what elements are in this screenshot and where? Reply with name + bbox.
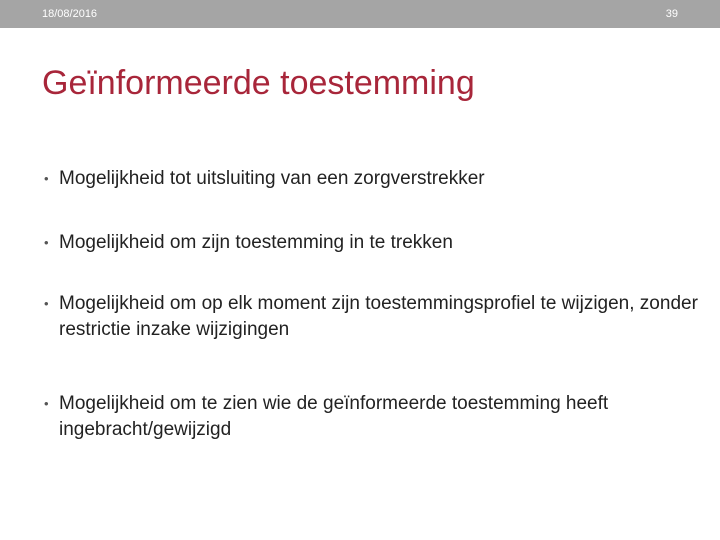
- bullet-text: Mogelijkheid om zijn toestemming in te trekken: [59, 232, 453, 253]
- bullet-marker-icon: •: [44, 396, 49, 411]
- bullet-item: [42, 391, 709, 443]
- header-bar: [0, 0, 720, 28]
- bullet-item: [42, 230, 709, 256]
- bullet-marker-icon: •: [44, 235, 49, 250]
- slide-title: Geïnformeerde toestemming: [42, 64, 475, 102]
- bullet-text: Mogelijkheid tot uitsluiting van een zorgverstrekker: [59, 168, 485, 189]
- bullet-marker-icon: •: [44, 171, 49, 186]
- slide-date: 18/08/2016: [42, 8, 98, 20]
- bullet-marker-icon: •: [44, 296, 49, 311]
- bullet-item: [42, 166, 709, 192]
- bullet-item: [42, 291, 709, 343]
- bullet-text: Mogelijkheid om te zien wie de geïnformeerde toestemming heeft ingebracht/gewijzigd: [59, 393, 609, 440]
- slide-page-number: 39: [665, 8, 678, 20]
- bullet-text: Mogelijkheid om op elk moment zijn toestemmingsprofiel te wijzigen, zonder restrictie inzake wijzigingen: [59, 293, 698, 340]
